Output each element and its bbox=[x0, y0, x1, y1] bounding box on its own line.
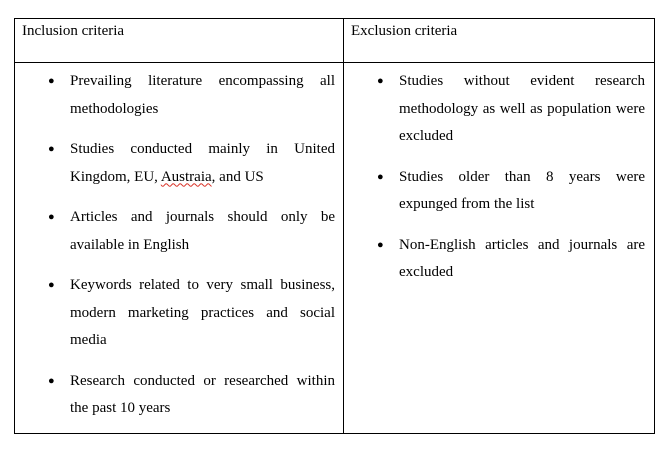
bullet-icon: ● bbox=[48, 374, 55, 387]
criteria-table bbox=[14, 18, 655, 434]
inclusion-header: Inclusion criteria bbox=[15, 19, 344, 63]
bullet-icon: ● bbox=[377, 170, 384, 183]
exclusion-item-text: Studies without evident research methodology as well as population were excluded bbox=[399, 73, 645, 144]
misspelled-word[interactable]: Austraia bbox=[160, 168, 212, 185]
inclusion-item-text bbox=[70, 141, 335, 185]
inclusion-item bbox=[48, 136, 335, 191]
inclusion-item-text-before: Studies conducted mainly in United Kingdom, EU, bbox=[70, 141, 335, 185]
bullet-icon: ● bbox=[48, 143, 55, 155]
exclusion-item bbox=[377, 68, 645, 151]
exclusion-item bbox=[377, 232, 645, 287]
exclusion-item-text: Non-English articles and journals are excluded bbox=[399, 236, 645, 280]
inclusion-item bbox=[48, 272, 335, 355]
inclusion-item bbox=[48, 368, 335, 423]
bullet-icon: ● bbox=[377, 238, 384, 251]
bullet-icon: ● bbox=[48, 279, 55, 291]
inclusion-item-text-after: , and US bbox=[211, 168, 264, 185]
inclusion-item bbox=[48, 68, 335, 123]
exclusion-item bbox=[377, 164, 645, 219]
inclusion-item-text: Research conducted or researched within the past 10 years bbox=[70, 372, 335, 416]
exclusion-header: Exclusion criteria bbox=[344, 19, 655, 63]
body-row bbox=[15, 63, 655, 434]
inclusion-item-text: Articles and journals should only be available in English bbox=[70, 209, 335, 253]
exclusion-list bbox=[377, 68, 645, 287]
inclusion-list bbox=[48, 68, 335, 423]
inclusion-item-text: Keywords related to very small business, modern marketing practices and social media bbox=[70, 277, 335, 348]
header-row bbox=[15, 19, 655, 63]
exclusion-cell bbox=[344, 63, 655, 434]
bullet-icon: ● bbox=[48, 75, 55, 87]
bullet-icon: ● bbox=[377, 75, 384, 87]
bullet-icon: ● bbox=[48, 211, 55, 223]
inclusion-item bbox=[48, 204, 335, 259]
inclusion-cell bbox=[15, 63, 344, 434]
exclusion-item-text: Studies older than 8 years were expunged from the list bbox=[399, 168, 645, 212]
inclusion-item-text: Prevailing literature encompassing all methodologies bbox=[70, 73, 335, 117]
